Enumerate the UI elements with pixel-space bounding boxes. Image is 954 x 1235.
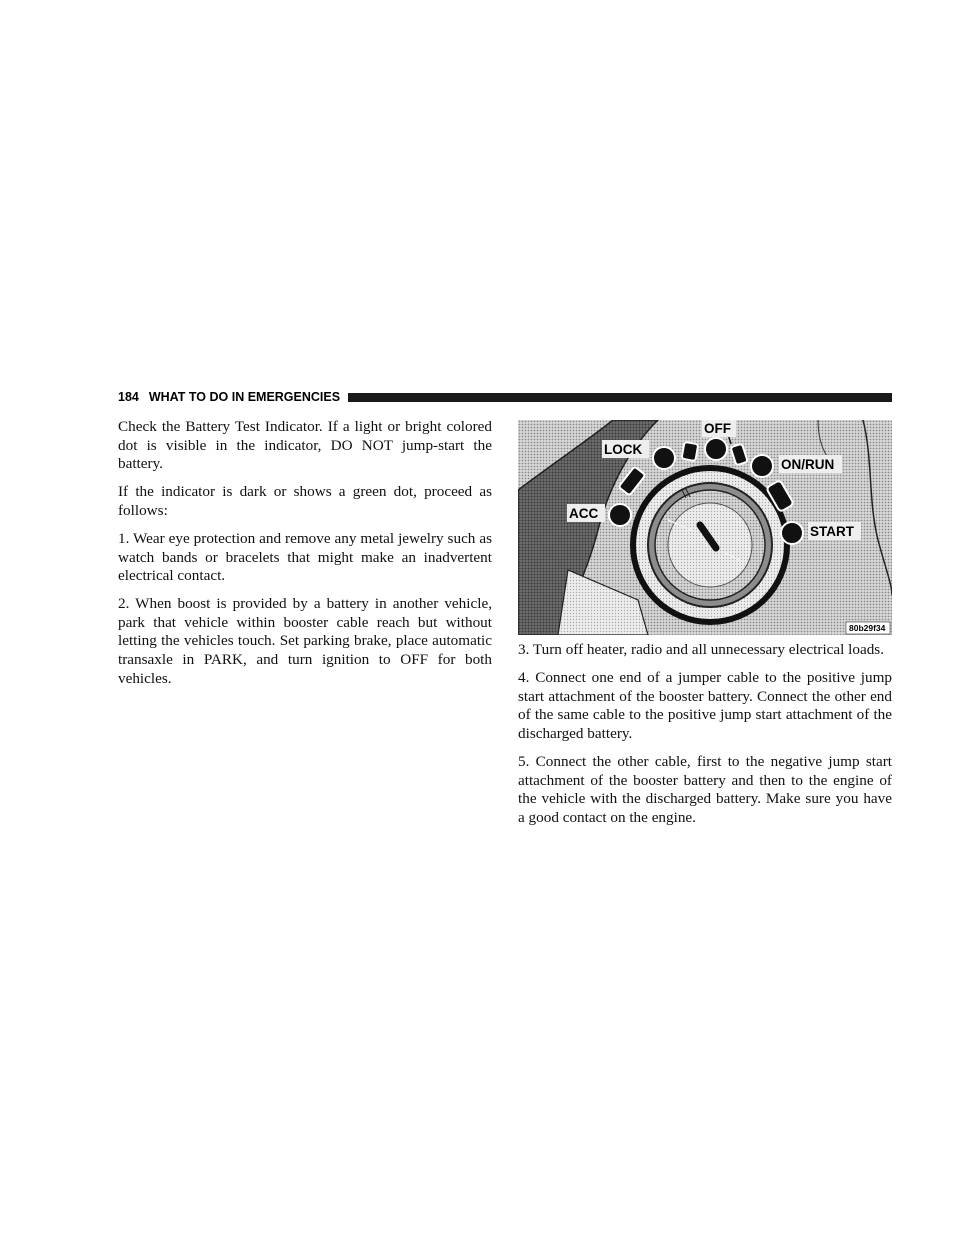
paragraph-step-1: 1. Wear eye protection and remove any metal jewelry such as watch bands or bracelets that might make an inadvertent electrical contact. [118, 529, 492, 585]
on-run-position-dot [751, 455, 773, 477]
acc-position-dot [609, 504, 631, 526]
lock-off-marker [682, 442, 699, 461]
paragraph-indicator-dark: If the indicator is dark or shows a green dot, proceed as follows: [118, 483, 492, 519]
on-run-label: ON/RUN [781, 457, 835, 472]
paragraph-step-4: 4. Connect one end of a jumper cable to the positive jump start attachment of the booster battery. Connect the other end of the same cable to the positive jump start attachment of the discharged battery. [518, 669, 892, 742]
section-title: WHAT TO DO IN EMERGENCIES [148, 390, 341, 404]
paragraph-battery-indicator: Check the Battery Test Indicator. If a light or bright colored dot is visible in the indicator, DO NOT jump-start the battery. [118, 418, 492, 473]
paragraph-step-5: 5. Connect the other cable, first to the negative jump start attachment of the booster battery and then to the engine of the vehicle with the discharged battery. Make sure you have a good contact on the engine. [518, 752, 892, 826]
start-position-dot [781, 522, 803, 544]
ignition-switch-illustration [518, 420, 892, 635]
page-number: 184 [118, 390, 139, 404]
acc-label: ACC [569, 506, 599, 521]
off-position-dot [705, 438, 727, 460]
left-column [118, 418, 492, 698]
start-label: START [810, 524, 854, 539]
header-rule [348, 393, 892, 402]
off-label: OFF [704, 421, 731, 436]
page-header [118, 389, 892, 405]
lock-position-dot [653, 447, 675, 469]
right-column [518, 641, 892, 837]
lock-label: LOCK [604, 442, 643, 457]
paragraph-step-2: 2. When boost is provided by a battery in another vehicle, park that vehicle within booster cable reach but without letting the vehicles touch. Set parking brake, place automatic transaxle in PARK, and turn ignition to OFF for both vehicles. [118, 595, 492, 687]
figure-code: 80b29f34 [849, 623, 886, 633]
ignition-switch-drawing [518, 420, 892, 635]
paragraph-step-3: 3. Turn off heater, radio and all unnecessary electrical loads. [518, 641, 885, 658]
